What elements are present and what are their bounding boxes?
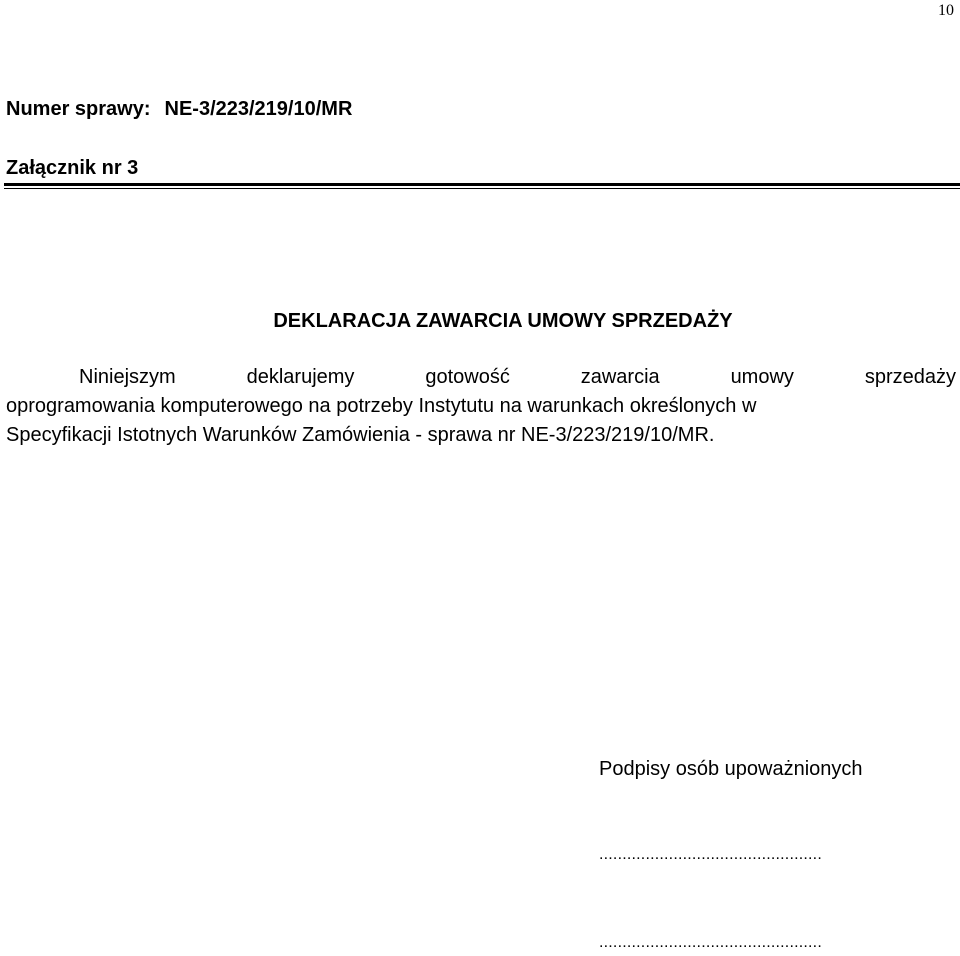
paragraph-word: deklarujemy [246,366,355,388]
case-number-line [6,98,352,121]
paragraph-word: Niniejszym [79,366,176,388]
paragraph-word: sprzedaży [864,366,956,388]
paragraph-word: zawarcia [580,366,660,388]
document-title: DEKLARACJA ZAWARCIA UMOWY SPRZEDAŻY [273,310,733,332]
header-rule-thick [4,183,960,186]
case-number-label: Numer sprawy: [6,98,151,120]
signatures-label: Podpisy osób upoważnionych [599,758,863,780]
signature-line-1: ................................................ [599,846,822,863]
declaration-paragraph [6,363,956,450]
attachment-heading: Załącznik nr 3 [6,157,139,179]
paragraph-line-2: oprogramowania komputerowego na potrzeby Instytutu na warunkach określonych w [6,395,757,417]
paragraph-line-1 [6,363,956,392]
paragraph-line-3: Specyfikacji Istotnych Warunków Zamówienia - sprawa nr NE-3/223/219/10/MR. [6,424,715,446]
case-number-value: NE-3/223/219/10/MR [164,98,353,120]
header-rule-thin [4,188,960,189]
page-number: 10 [938,2,954,19]
signature-line-2: ................................................ [599,934,822,951]
paragraph-word: umowy [730,366,794,388]
paragraph-word: gotowość [425,366,510,388]
